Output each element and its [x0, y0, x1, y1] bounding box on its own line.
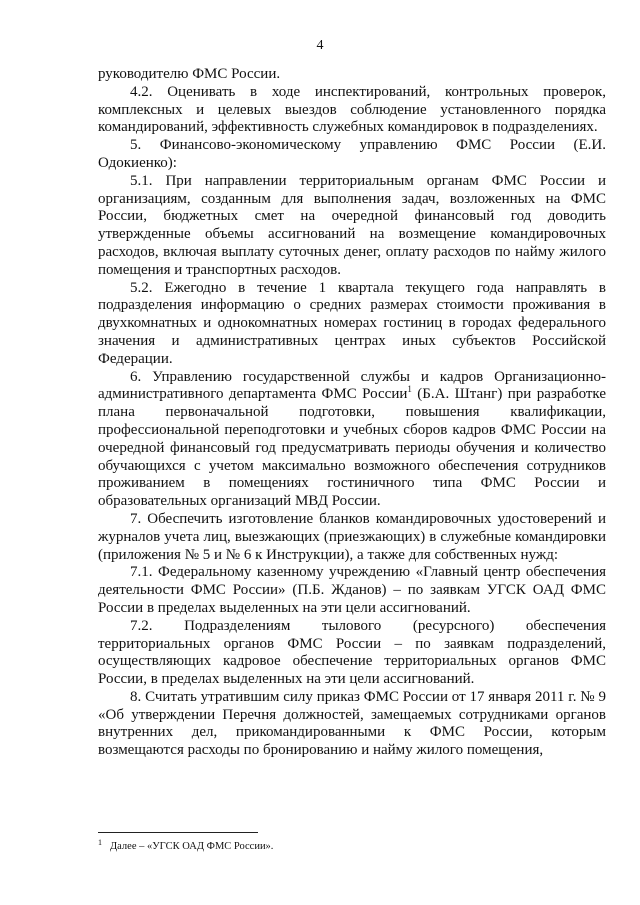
paragraph-8: 8. Считать утратившим силу приказ ФМС России от 17 января 2011 г. № 9 «Об утверждении Перечня должностей, замещаемых сотрудниками органов внутренних дел, прикомандированными к ФМС России, которым возмещаются расходы по бронированию и найму жилого помещения, — [98, 688, 606, 759]
footnote-text: Далее – «УГСК ОАД ФМС России». — [110, 841, 274, 852]
paragraph-5: 5. Финансово-экономическому управлению ФМС России (Е.И. Одокиенко): — [98, 137, 606, 171]
paragraph-7-1: 7.1. Федеральному казенному учреждению «Главный центр обеспечения деятельности ФМС России» (П.Б. Жданов) – по заявкам УГСК ОАД ФМС России в пределах выделенных на эти цели ассигнований. — [98, 564, 606, 616]
document-body — [98, 66, 606, 760]
footnote-marker: 1 — [98, 838, 102, 847]
paragraph-7: 7. Обеспечить изготовление бланков командировочных удостоверений и журналов учета лиц, выезжающих (приезжающих) в служебные командировки (приложения № 5 и № 6 к Инструкции), а также для собственных нужд: — [98, 510, 606, 563]
paragraph-6-part-2: (Б.А. Штанг) при разработке плана первоначальной подготовки, повышения квалификации, профессиональной переподготовки и учебных сборов кадров ФМС России на очередной финансовый год предусматривать периоды обучения и количество обучающихся с учетом максимально возможного обеспечения сотрудников проживанием в помещениях гостиничного типа ФМС России и образовательных организаций МВД России. — [98, 386, 606, 510]
paragraph-7-2: 7.2. Подразделениям тылового (ресурсного) обеспечения территориальных органов ФМС России – по заявкам подразделений, осуществляющих кадровое обеспечение территориальных органов ФМС России, в пределах выделенных на эти цели ассигнований. — [98, 617, 606, 688]
footnote — [98, 836, 598, 853]
paragraph-4-2: 4.2. Оценивать в ходе инспектирований, контрольных проверок, комплексных и целевых выездов соблюдение установленного порядка командирований, эффективность служебных командировок в подразделениях. — [98, 83, 606, 136]
paragraph-continuation: руководителю ФМС России. — [98, 66, 281, 82]
footnote-reference: 1 — [407, 384, 412, 395]
paragraph-6-part-1: 6. Управлению государственной службы и кадров Организационно-административного департамента ФМС России — [98, 368, 606, 403]
paragraph-6 — [98, 369, 606, 511]
paragraph-5-2: 5.2. Ежегодно в течение 1 квартала текущего года направлять в подразделения информацию о средних размерах стоимости проживания в двухкомнатных и однокомнатных номерах гостиниц в городах федерального значения и административных центрах иных субъектов Российской Федерации. — [98, 279, 606, 367]
page-number: 4 — [316, 38, 324, 53]
paragraph-5-1: 5.1. При направлении территориальным органам ФМС России и организациям, созданным для выполнения задач, возложенных на ФМС России, бюджетных смет на очередной финансовый год доводить утвержденные объемы ассигнований на возмещение командировочных расходов, включая выплату суточных денег, оплату расходов по найму жилого помещения и транспортных расходов. — [98, 172, 606, 278]
footnote-divider — [98, 832, 258, 833]
